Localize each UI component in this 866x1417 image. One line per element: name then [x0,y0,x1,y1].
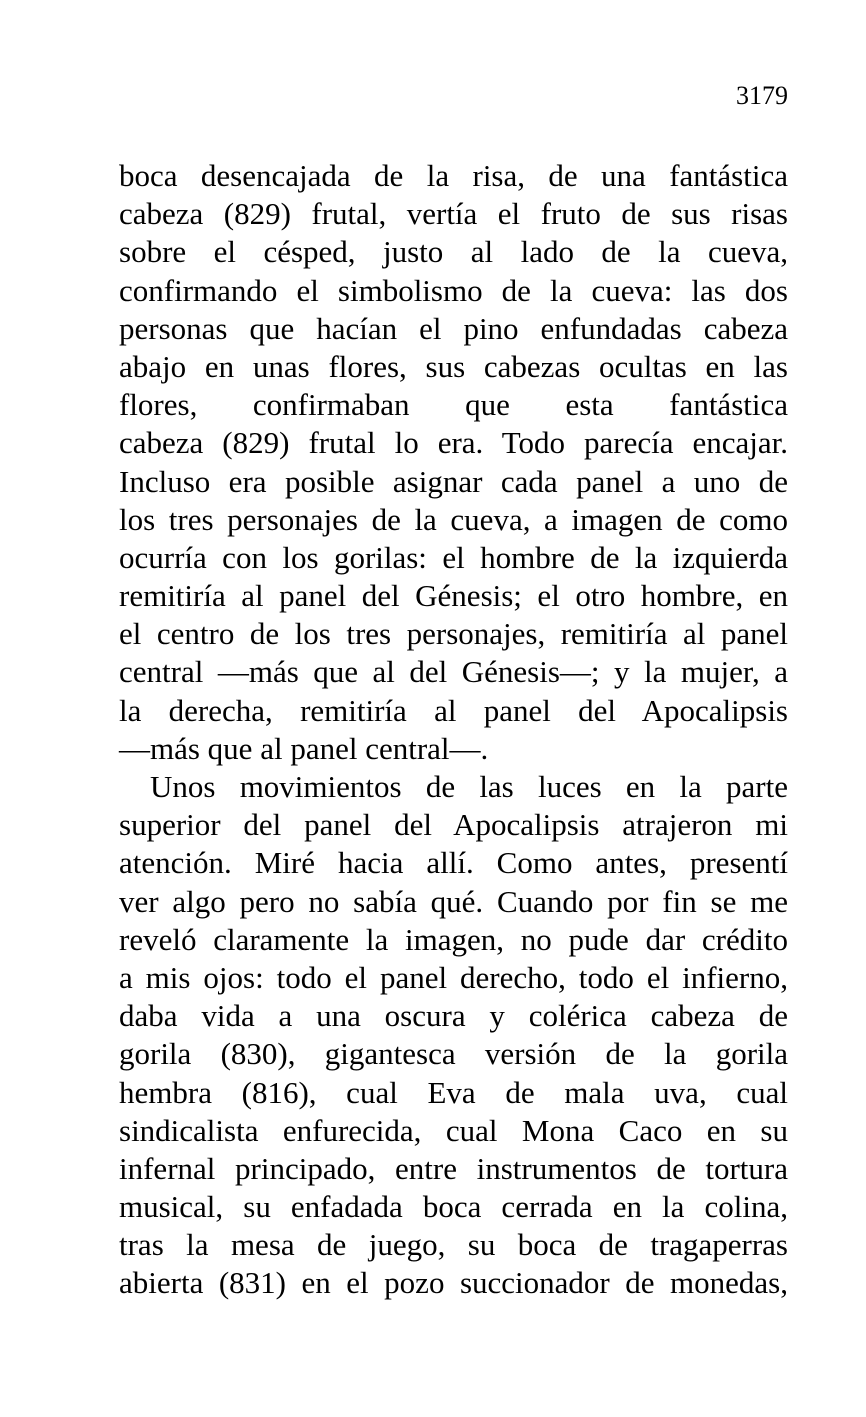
text-line: el centro de los tres personajes, remitiría al panel [119,616,788,652]
text-line: sindicalista enfurecida, cual Mona Caco en su [119,1112,788,1148]
text-line: boca desencajada de la risa, de una fantástica [119,158,788,193]
text-line: —más que al panel central—. [119,730,489,766]
body-text [119,157,788,1303]
page-number: 3179 [736,81,788,110]
text-line: remitiría al panel del Génesis; el otro hombre, en [119,578,788,614]
text-line: ver algo pero no sabía qué. Cuando por fin se me [119,883,788,919]
text-line: central —más que al del Génesis—; y la mujer, a [119,654,788,690]
text-line: abajo en unas flores, sus cabezas ocultas en las [119,348,788,384]
text-line: ocurría con los gorilas: el hombre de la izquierda [119,539,788,575]
text-line: flores, confirmaban que esta fantástica [119,387,788,423]
text-line: personas que hacían el pino enfundadas cabeza [119,310,788,346]
text-line: Incluso era posible asignar cada panel a uno de [119,463,788,499]
text-line: atención. Miré hacia allí. Como antes, presentí [119,845,788,881]
text-line: Unos movimientos de las luces en la parte [150,769,788,804]
text-line: reveló claramente la imagen, no pude dar crédito [119,921,788,957]
text-line: cabeza (829) frutal lo era. Todo parecía encajar. [119,425,788,461]
text-line: abierta (831) en el pozo succionador de monedas, [119,1265,788,1301]
text-line: a mis ojos: todo el panel derecho, todo el infierno, [119,959,788,995]
text-line: sobre el césped, justo al lado de la cueva, [119,234,788,270]
text-line: la derecha, remitiría al panel del Apocalipsis [119,692,788,728]
text-line: cabeza (829) frutal, vertía el fruto de sus risas [119,196,788,232]
text-line: los tres personajes de la cueva, a imagen de como [119,501,788,537]
text-line: superior del panel del Apocalipsis atrajeron mi [119,807,788,843]
text-line: tras la mesa de juego, su boca de tragaperras [119,1227,788,1263]
text-line: infernal principado, entre instrumentos de tortura [119,1150,788,1186]
text-line: musical, su enfadada boca cerrada en la colina, [119,1189,788,1225]
text-line: daba vida a una oscura y colérica cabeza de [119,998,788,1034]
text-line: confirmando el simbolismo de la cueva: las dos [119,272,788,308]
text-line: hembra (816), cual Eva de mala uva, cual [119,1074,788,1110]
text-line: gorila (830), gigantesca versión de la gorila [119,1036,788,1072]
paragraph-2 [119,768,788,1303]
paragraph-1 [119,157,788,768]
